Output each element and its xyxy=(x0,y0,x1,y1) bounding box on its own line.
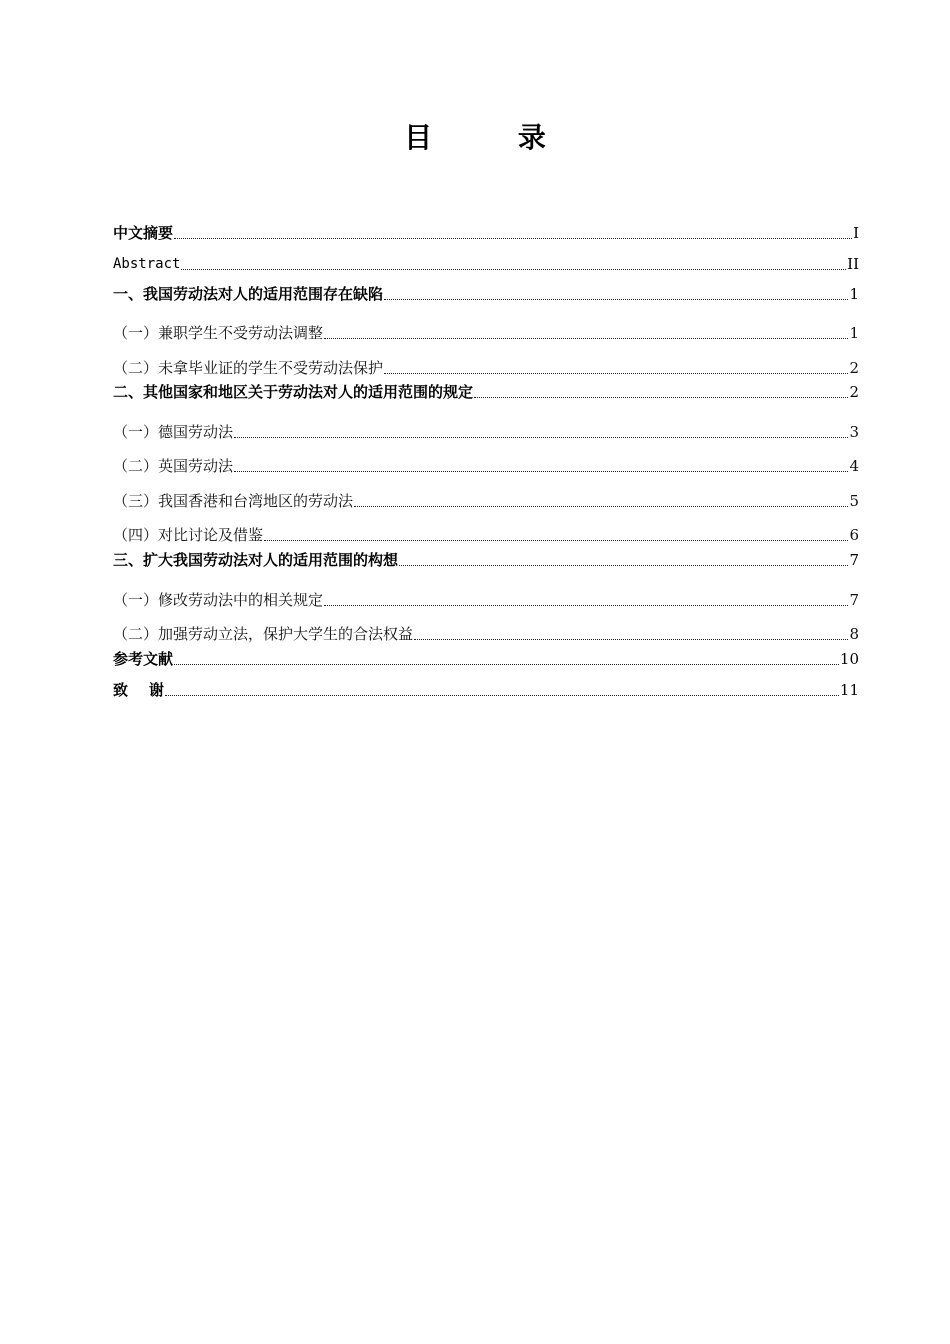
toc-entry-page: 8 xyxy=(849,625,859,643)
toc-entry-label: 中文摘要 xyxy=(113,224,174,242)
toc-leader-dots xyxy=(399,549,848,571)
toc-leader-dots xyxy=(174,222,852,244)
toc-entry-section-2-1[interactable] xyxy=(113,421,859,443)
toc-leader-dots xyxy=(234,455,848,477)
toc-entry-label: 三、扩大我国劳动法对人的适用范围的构想 xyxy=(113,551,399,569)
toc-entry-label: （二）加强劳动立法，保护大学生的合法权益 xyxy=(113,625,414,643)
toc-entry-section-3-1[interactable] xyxy=(113,589,859,611)
toc-entry-page: 6 xyxy=(849,526,859,544)
toc-entry-page: 2 xyxy=(849,383,859,401)
toc-entry-label: （一）修改劳动法中的相关规定 xyxy=(113,591,324,609)
toc-entry-page: 7 xyxy=(849,591,859,609)
toc-entry-chapter-1[interactable] xyxy=(113,283,859,305)
toc-entry-label: （一）德国劳动法 xyxy=(113,423,234,441)
toc-entry-page: 7 xyxy=(849,551,859,569)
toc-entry-label: （四）对比讨论及借鉴 xyxy=(113,526,264,544)
toc-leader-dots xyxy=(384,357,848,379)
toc-entry-label: 二、其他国家和地区关于劳动法对人的适用范围的规定 xyxy=(113,383,474,401)
toc-entry-label: Abstract xyxy=(113,256,181,272)
toc-entry-chapter-3[interactable] xyxy=(113,549,859,571)
toc-leader-dots xyxy=(234,421,848,443)
toc-entry-page: 10 xyxy=(839,650,859,668)
toc-entry-page: I xyxy=(853,224,859,242)
toc-leader-dots xyxy=(324,322,848,344)
toc-leader-dots xyxy=(324,589,848,611)
toc-entry-chinese-abstract[interactable] xyxy=(113,222,859,244)
toc-entry-page: 3 xyxy=(849,423,859,441)
toc-entry-section-3-2[interactable] xyxy=(113,623,859,645)
toc-leader-dots xyxy=(174,648,839,670)
toc-entry-page: 1 xyxy=(849,285,859,303)
toc-leader-dots xyxy=(474,381,848,403)
toc-entry-section-1-2[interactable] xyxy=(113,357,859,379)
toc-entry-label: 一、我国劳动法对人的适用范围存在缺陷 xyxy=(113,285,384,303)
toc-leader-dots xyxy=(181,253,846,275)
toc-entry-section-2-2[interactable] xyxy=(113,455,859,477)
toc-entry-page: 5 xyxy=(849,492,859,510)
toc-leader-dots xyxy=(165,679,839,701)
toc-entry-label: （二）英国劳动法 xyxy=(113,457,234,475)
toc-leader-dots xyxy=(264,524,848,546)
toc-entry-page: 11 xyxy=(839,681,859,699)
toc-entry-section-2-4[interactable] xyxy=(113,524,859,546)
toc-entry-abstract[interactable] xyxy=(113,253,859,275)
toc-entry-references[interactable] xyxy=(113,648,859,670)
page-title: 目 录 xyxy=(404,121,584,154)
toc-entry-page: 1 xyxy=(849,324,859,342)
toc-entry-label: （二）未拿毕业证的学生不受劳动法保护 xyxy=(113,359,384,377)
toc-entry-acknowledgements[interactable] xyxy=(113,679,859,701)
toc-entry-page: 4 xyxy=(849,457,859,475)
toc-entry-page: II xyxy=(847,255,859,273)
toc-entry-page: 2 xyxy=(849,359,859,377)
toc-leader-dots xyxy=(414,623,848,645)
toc-entry-label: 致 谢 xyxy=(113,681,164,699)
toc-entry-section-2-3[interactable] xyxy=(113,490,859,512)
toc-entry-label: 参考文献 xyxy=(113,650,174,668)
toc-entry-label: （一）兼职学生不受劳动法调整 xyxy=(113,324,324,342)
toc-entry-label: （三）我国香港和台湾地区的劳动法 xyxy=(113,492,354,510)
toc-entry-chapter-2[interactable] xyxy=(113,381,859,403)
toc-entry-section-1-1[interactable] xyxy=(113,322,859,344)
toc-leader-dots xyxy=(354,490,848,512)
toc-leader-dots xyxy=(384,283,848,305)
